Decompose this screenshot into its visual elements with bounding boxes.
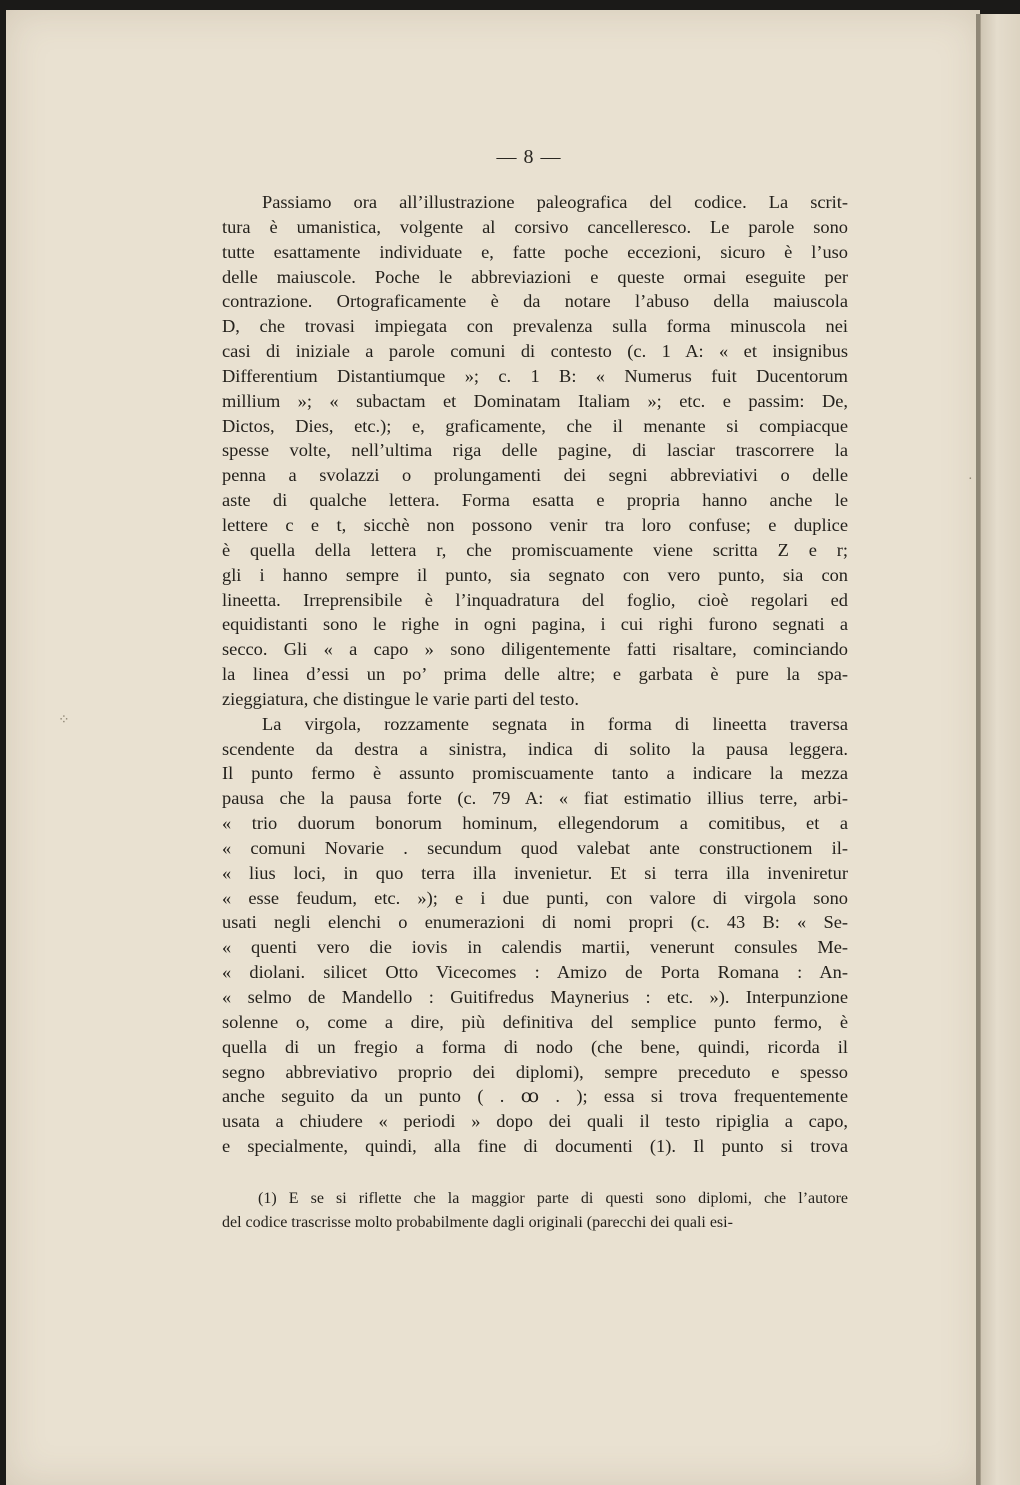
body-text-line: « selmo de Mandello : Guitifredus Maynerius : etc. »). Interpunzione xyxy=(222,987,848,1007)
main-text-block xyxy=(222,190,848,1159)
adjacent-page-edge xyxy=(980,14,1020,1485)
body-text-line: pausa che la pausa forte (c. 79 A: « fiat estimatio illius terre, arbi- xyxy=(222,788,848,809)
body-text-line: equidistanti sono le righe in ogni pagina, i cui righi furono segnati a xyxy=(222,614,848,635)
body-text-line: « comuni Novarie . secundum quod valebat ante constructionem il- xyxy=(222,837,848,858)
body-text-line: casi di iniziale a parole comuni di contesto (c. 1 A: « et insignibus xyxy=(222,341,848,362)
body-text-line: quella di un fregio a forma di nodo (che bene, quindi, ricorda il xyxy=(222,1036,848,1057)
body-text-line: spesse volte, nell’ultima riga delle pagine, di lasciar trascorrere la xyxy=(222,440,848,461)
body-text-line: scendente da destra a sinistra, indica di solito la pausa leggera. xyxy=(222,738,848,759)
body-text-line: lineetta. Irreprensibile è l’inquadratura del foglio, cioè regolari ed xyxy=(222,589,848,610)
body-text-line: Il punto fermo è assunto promiscuamente tanto a indicare la mezza xyxy=(222,763,848,784)
body-text-line: usata a chiudere « periodi » dopo dei quali il testo ripiglia a capo, xyxy=(222,1111,848,1132)
body-text-line: solenne o, come a dire, più definitiva del semplice punto fermo, è xyxy=(222,1011,848,1032)
page-number: — 8 — xyxy=(496,146,562,168)
body-text-line: « diolani. silicet Otto Vicecomes : Amizo de Porta Romana : An- xyxy=(222,962,848,983)
body-text-line: La virgola, rozzamente segnata in forma di lineetta traversa xyxy=(262,713,848,734)
body-text-line: gli i hanno sempre il punto, sia segnato con vero punto, sia con xyxy=(222,564,848,585)
body-text-line: anche seguito da un punto ( . ꝏ . ); essa si trova frequentemente xyxy=(222,1086,848,1107)
body-text-line: penna a svolazzi o prolungamenti dei segni abbreviativi o delle xyxy=(222,465,848,486)
body-text-line: « quenti vero die iovis in calendis martii, venerunt consules Me- xyxy=(222,937,848,958)
body-text-line: « lius loci, in quo terra illa invenietur. Et si terra illa inveniretur xyxy=(222,862,848,883)
body-text-line: lettere c e t, sicchè non possono venir tra loro confuse; e duplice xyxy=(222,514,848,535)
body-text-line: zieggiatura, che distingue le varie parti del testo. xyxy=(222,688,579,709)
body-text-line: Passiamo ora all’illustrazione paleografica del codice. La scrit- xyxy=(262,192,848,212)
body-text-line: Dictos, Dies, etc.); e, graficamente, che il menante si compiacque xyxy=(222,415,848,436)
body-text-line: e specialmente, quindi, alla fine di documenti (1). Il punto si trova xyxy=(222,1136,848,1157)
body-text-line: « esse feudum, etc. »); e i due punti, con valore di virgola sono xyxy=(222,887,848,908)
body-text-line: millium »; « subactam et Dominatam Italiam »; etc. e passim: De, xyxy=(222,390,848,411)
body-text-line: aste di qualche lettera. Forma esatta e propria hanno anche le xyxy=(222,490,848,511)
body-text-line: usati negli elenchi o enumerazioni di nomi propri (c. 43 B: « Se- xyxy=(222,912,848,933)
body-text-line: secco. Gli « a capo » sono diligentemente fatti risaltare, cominciando xyxy=(222,639,848,660)
foot-text-line: del codice trascrisse molto probabilmente dagli originali (parecchi dei quali esi- xyxy=(222,1214,733,1231)
margin-tick: · xyxy=(968,472,973,487)
body-text-line: tutte esattamente individuate e, fatte poche eccezioni, sicuro è l’uso xyxy=(222,241,848,262)
footnote-block xyxy=(222,1187,848,1235)
body-text-line: tura è umanistica, volgente al corsivo cancelleresco. Le parole sono xyxy=(222,216,848,237)
body-text-line: la linea d’essi un po’ prima delle altre; e garbata è pure la spa- xyxy=(222,664,848,685)
body-text-line: segno abbreviativo proprio dei diplomi), sempre preceduto e spesso xyxy=(222,1061,848,1082)
foot-text-line: (1) E se si riflette che la maggior parte di questi sono diplomi, che l’autore xyxy=(258,1190,848,1207)
body-text-line: delle maiuscole. Poche le abbreviazioni e queste ormai eseguite per xyxy=(222,266,848,287)
body-text-line: D, che trovasi impiegata con prevalenza sulla forma minuscola nei xyxy=(222,316,848,337)
body-text-line: « trio duorum bonorum hominum, ellegendorum a comitibus, et a xyxy=(222,813,848,834)
body-text-line: è quella della lettera r, che promiscuamente viene scritta Z e r; xyxy=(222,539,848,560)
margin-ink-spot: ⁘ xyxy=(58,713,70,728)
body-text-line: contrazione. Ortograficamente è da notare l’abuso della maiuscola xyxy=(222,291,848,312)
body-text-line: Differentium Distantiumque »; c. 1 B: « Numerus fuit Ducentorum xyxy=(222,365,848,386)
